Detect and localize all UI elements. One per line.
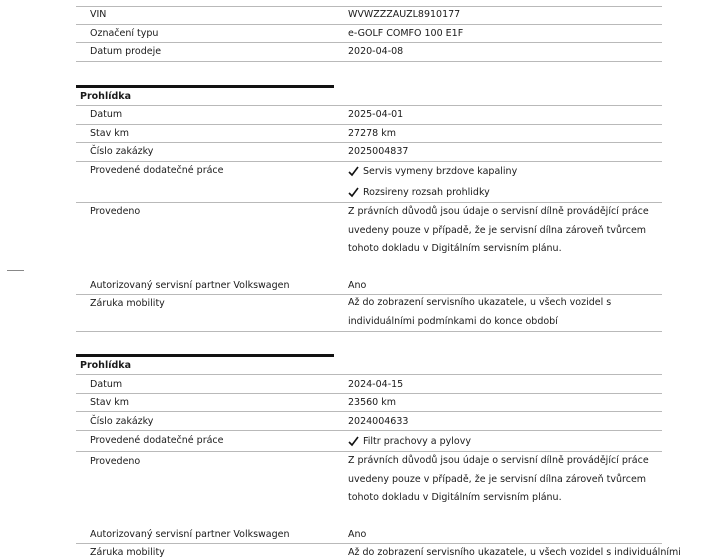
done-text: Z právních důvodů jsou údaje o servisní dílně provádějící práce uvedeny pouze v případě, že je servisní dílna zároveň tvůrcem tohoto dokladu v Digitálním servisním plánu. <box>348 455 649 503</box>
extra-work-item <box>348 187 490 199</box>
section-bar <box>76 354 334 357</box>
mobility-text: Až do zobrazení servisního ukazatele, u všech vozidel s individuálními <box>348 547 681 558</box>
partner-label: Autorizovaný servisní partner Volkswagen <box>90 280 290 291</box>
checkmark-icon <box>348 187 359 198</box>
divider <box>76 543 662 544</box>
inspection-title: Prohlídka <box>80 360 131 371</box>
divider <box>76 61 662 62</box>
section-bar <box>76 85 334 88</box>
km-value: 23560 km <box>348 397 396 408</box>
km-value: 27278 km <box>348 128 396 139</box>
checkmark-icon <box>348 166 359 177</box>
partner-value: Ano <box>348 280 367 291</box>
type-value: e-GOLF COMFO 100 E1F <box>348 28 464 39</box>
extra-work-text: Servis vymeny brzdove kapaliny <box>363 166 518 177</box>
done-label: Provedeno <box>90 456 141 467</box>
km-label: Stav km <box>90 128 129 139</box>
order-value: 2024004633 <box>348 416 409 427</box>
done-text: Z právních důvodů jsou údaje o servisní dílně provádějící práce uvedeny pouze v případě, že je servisní dílna zároveň tvůrcem tohoto dokladu v Digitálním servisním plánu. <box>348 206 649 254</box>
extra-work-item <box>348 166 517 178</box>
divider <box>76 393 662 394</box>
checkmark-icon <box>348 436 359 447</box>
sale-date-label: Datum prodeje <box>90 46 162 57</box>
vin-value: WVWZZZAUZL8910177 <box>348 9 461 20</box>
divider <box>76 24 662 25</box>
extra-work-item <box>348 436 471 448</box>
sale-date-value: 2020-04-08 <box>348 46 404 57</box>
mobility-label: Záruka mobility <box>90 547 165 558</box>
order-label: Číslo zakázky <box>90 416 154 427</box>
date-value: 2024-04-15 <box>348 379 404 390</box>
km-label: Stav km <box>90 397 129 408</box>
extra-work-text: Filtr prachovy a pylovy <box>363 436 471 447</box>
mobility-label: Záruka mobility <box>90 298 165 309</box>
mobility-text: Až do zobrazení servisního ukazatele, u všech vozidel s individuálními podmínkami do konce období <box>348 297 612 327</box>
inspection-title: Prohlídka <box>80 91 131 102</box>
order-value: 2025004837 <box>348 146 409 157</box>
date-value: 2025-04-01 <box>348 109 404 120</box>
extra-work-label: Provedené dodatečné práce <box>90 165 224 176</box>
extra-work-label: Provedené dodatečné práce <box>90 435 224 446</box>
extra-work-text: Rozsireny rozsah prohlidky <box>363 187 490 198</box>
type-label: Označení typu <box>90 28 159 39</box>
partner-label: Autorizovaný servisní partner Volkswagen <box>90 529 290 540</box>
divider <box>76 161 662 162</box>
divider <box>76 411 662 412</box>
divider <box>76 6 662 7</box>
divider <box>76 42 662 43</box>
order-label: Číslo zakázky <box>90 146 154 157</box>
divider <box>76 331 662 332</box>
date-label: Datum <box>90 379 123 390</box>
divider <box>76 430 662 431</box>
divider <box>76 124 662 125</box>
date-label: Datum <box>90 109 123 120</box>
partner-value: Ano <box>348 529 367 540</box>
divider <box>76 105 662 106</box>
done-label: Provedeno <box>90 206 141 217</box>
vin-label: VIN <box>90 9 107 20</box>
margin-mark <box>7 270 24 271</box>
divider <box>76 142 662 143</box>
divider <box>76 374 662 375</box>
